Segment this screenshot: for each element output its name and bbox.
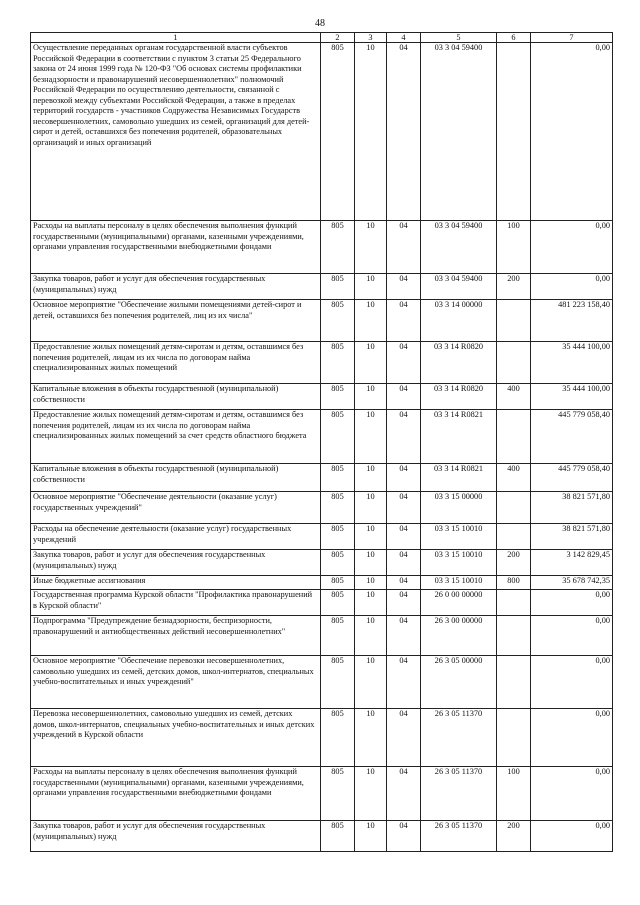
- row-name-cell: Закупка товаров, работ и услуг для обеспечения государственных (муниципальных) нужд: [31, 274, 321, 300]
- subsection-code-cell: 04: [387, 492, 421, 524]
- column-number: 1: [31, 33, 321, 43]
- section-code-cell: 10: [355, 590, 387, 616]
- amount-cell: 0,00: [531, 221, 613, 274]
- table-row: [31, 767, 613, 821]
- subsection-code-cell: 04: [387, 524, 421, 550]
- expense-type-cell: [497, 300, 531, 342]
- column-number: 6: [497, 33, 531, 43]
- target-article-cell: 03 3 04 59400: [421, 274, 497, 300]
- row-name-cell: Предоставление жилых помещений детям-сиротам и детям, оставшимся без попечения родителей, лицам из их числа по договорам найма специализированных жилых помещений за счет средств областного бюджета: [31, 410, 321, 464]
- amount-cell: 3 142 829,45: [531, 550, 613, 576]
- section-code-cell: 10: [355, 656, 387, 709]
- expense-type-cell: 100: [497, 767, 531, 821]
- expense-type-cell: 200: [497, 274, 531, 300]
- section-code-cell: 10: [355, 524, 387, 550]
- target-article-cell: 03 3 15 00000: [421, 492, 497, 524]
- row-name-cell: Осуществление переданных органам государственной власти субъектов Российской Федерации в соответствии с пунктом 3 статьи 25 Федерального закона от 24 июня 1999 года № 120-ФЗ "Об основах системы профилактики безнадзорности и правонарушений несовершеннолетних" полномочий Российской Федерации по осуществлению деятельности, связанной с перевозкой между субъектами Российской Федерации, а также в пределах территорий государств - участников Содружества Независимых Государств несовершеннолетних, самовольно ушедших из семей, организаций для детей-сирот и детей, оставшихся без попечения родителей, образовательных организаций и иных организаций: [31, 43, 321, 221]
- amount-cell: 0,00: [531, 590, 613, 616]
- target-article-cell: 03 3 14 00000: [421, 300, 497, 342]
- expense-type-cell: 800: [497, 576, 531, 590]
- column-number-row: [31, 33, 613, 43]
- row-name-cell: Предоставление жилых помещений детям-сиротам и детям, оставшимся без попечения родителей, лицам из их числа по договорам найма специализированных жилых помещений: [31, 342, 321, 384]
- budget-table: [30, 32, 613, 852]
- section-code-cell: 10: [355, 767, 387, 821]
- amount-cell: 0,00: [531, 43, 613, 221]
- row-name-cell: Основное мероприятие "Обеспечение деятельности (оказание услуг) государственных учреждений": [31, 492, 321, 524]
- subsection-code-cell: 04: [387, 384, 421, 410]
- admin-code-cell: 805: [321, 616, 355, 656]
- expense-type-cell: [497, 656, 531, 709]
- row-name-cell: Расходы на обеспечение деятельности (оказание услуг) государственных учреждений: [31, 524, 321, 550]
- section-code-cell: 10: [355, 300, 387, 342]
- subsection-code-cell: 04: [387, 821, 421, 852]
- row-name-cell: Подпрограмма "Предупреждение безнадзорности, беспризорности, правонарушений и антиобщественных действий несовершеннолетних": [31, 616, 321, 656]
- table-row: [31, 524, 613, 550]
- expense-type-cell: 200: [497, 821, 531, 852]
- admin-code-cell: 805: [321, 492, 355, 524]
- section-code-cell: 10: [355, 492, 387, 524]
- subsection-code-cell: 04: [387, 43, 421, 221]
- column-number: 7: [531, 33, 613, 43]
- subsection-code-cell: 04: [387, 550, 421, 576]
- admin-code-cell: 805: [321, 342, 355, 384]
- subsection-code-cell: 04: [387, 656, 421, 709]
- table-row: [31, 550, 613, 576]
- table-row: [31, 300, 613, 342]
- expense-type-cell: [497, 43, 531, 221]
- admin-code-cell: 805: [321, 221, 355, 274]
- amount-cell: 35 444 100,00: [531, 384, 613, 410]
- amount-cell: 0,00: [531, 767, 613, 821]
- expense-type-cell: [497, 410, 531, 464]
- section-code-cell: 10: [355, 221, 387, 274]
- target-article-cell: 03 3 04 59400: [421, 43, 497, 221]
- row-name-cell: Расходы на выплаты персоналу в целях обеспечения выполнения функций государственными (муниципальными) органами, казенными учреждениями, органами управления государственными внебюджетными фондами: [31, 767, 321, 821]
- expense-type-cell: 200: [497, 550, 531, 576]
- amount-cell: 0,00: [531, 709, 613, 767]
- table-row: [31, 410, 613, 464]
- amount-cell: 0,00: [531, 274, 613, 300]
- expense-type-cell: 400: [497, 384, 531, 410]
- row-name-cell: Основное мероприятие "Обеспечение жилыми помещениями детей-сирот и детей, оставшихся без попечения родителей, лиц из их числа": [31, 300, 321, 342]
- admin-code-cell: 805: [321, 821, 355, 852]
- section-code-cell: 10: [355, 410, 387, 464]
- row-name-cell: Перевозка несовершеннолетних, самовольно ушедших из семей, детских домов, школ-интернатов, специальных учебно-воспитательных и иных детских учреждений в Курской области: [31, 709, 321, 767]
- target-article-cell: 26 3 05 00000: [421, 656, 497, 709]
- admin-code-cell: 805: [321, 550, 355, 576]
- section-code-cell: 10: [355, 550, 387, 576]
- expense-type-cell: 400: [497, 464, 531, 492]
- subsection-code-cell: 04: [387, 767, 421, 821]
- target-article-cell: 03 3 15 10010: [421, 524, 497, 550]
- row-name-cell: Капитальные вложения в объекты государственной (муниципальной) собственности: [31, 384, 321, 410]
- target-article-cell: 26 3 05 11370: [421, 709, 497, 767]
- expense-type-cell: [497, 709, 531, 767]
- target-article-cell: 26 3 05 11370: [421, 821, 497, 852]
- amount-cell: 0,00: [531, 656, 613, 709]
- page-number: 48: [315, 18, 325, 29]
- expense-type-cell: [497, 492, 531, 524]
- subsection-code-cell: 04: [387, 590, 421, 616]
- subsection-code-cell: 04: [387, 464, 421, 492]
- expense-type-cell: [497, 342, 531, 384]
- admin-code-cell: 805: [321, 43, 355, 221]
- row-name-cell: Иные бюджетные ассигнования: [31, 576, 321, 590]
- amount-cell: 445 779 058,40: [531, 410, 613, 464]
- expense-type-cell: [497, 590, 531, 616]
- target-article-cell: 26 0 00 00000: [421, 590, 497, 616]
- subsection-code-cell: 04: [387, 274, 421, 300]
- table-row: [31, 384, 613, 410]
- target-article-cell: 03 3 14 R0821: [421, 464, 497, 492]
- table-row: [31, 464, 613, 492]
- table-row: [31, 576, 613, 590]
- target-article-cell: 03 3 14 R0820: [421, 384, 497, 410]
- amount-cell: 445 779 058,40: [531, 464, 613, 492]
- table-row: [31, 492, 613, 524]
- target-article-cell: 03 3 15 10010: [421, 576, 497, 590]
- amount-cell: 38 821 571,80: [531, 524, 613, 550]
- table-row: [31, 274, 613, 300]
- row-name-cell: Государственная программа Курской области "Профилактика правонарушений в Курской области": [31, 590, 321, 616]
- admin-code-cell: 805: [321, 767, 355, 821]
- admin-code-cell: 805: [321, 464, 355, 492]
- admin-code-cell: 805: [321, 410, 355, 464]
- section-code-cell: 10: [355, 43, 387, 221]
- admin-code-cell: 805: [321, 384, 355, 410]
- table-row: [31, 590, 613, 616]
- section-code-cell: 10: [355, 576, 387, 590]
- section-code-cell: 10: [355, 384, 387, 410]
- target-article-cell: 26 3 05 11370: [421, 767, 497, 821]
- admin-code-cell: 805: [321, 576, 355, 590]
- table-row: [31, 342, 613, 384]
- admin-code-cell: 805: [321, 300, 355, 342]
- expense-type-cell: [497, 616, 531, 656]
- section-code-cell: 10: [355, 274, 387, 300]
- target-article-cell: 03 3 14 R0820: [421, 342, 497, 384]
- subsection-code-cell: 04: [387, 616, 421, 656]
- subsection-code-cell: 04: [387, 410, 421, 464]
- admin-code-cell: 805: [321, 590, 355, 616]
- subsection-code-cell: 04: [387, 576, 421, 590]
- column-number: 3: [355, 33, 387, 43]
- section-code-cell: 10: [355, 821, 387, 852]
- subsection-code-cell: 04: [387, 300, 421, 342]
- admin-code-cell: 805: [321, 656, 355, 709]
- expense-type-cell: 100: [497, 221, 531, 274]
- row-name-cell: Закупка товаров, работ и услуг для обеспечения государственных (муниципальных) нужд: [31, 550, 321, 576]
- table-row: [31, 709, 613, 767]
- table-row: [31, 43, 613, 221]
- amount-cell: 0,00: [531, 821, 613, 852]
- row-name-cell: Расходы на выплаты персоналу в целях обеспечения выполнения функций государственными (муниципальными) органами, казенными учреждениями, органами управления государственными внебюджетными фондами: [31, 221, 321, 274]
- amount-cell: 35 444 100,00: [531, 342, 613, 384]
- column-number: 4: [387, 33, 421, 43]
- target-article-cell: 03 3 14 R0821: [421, 410, 497, 464]
- row-name-cell: Закупка товаров, работ и услуг для обеспечения государственных (муниципальных) нужд: [31, 821, 321, 852]
- subsection-code-cell: 04: [387, 709, 421, 767]
- section-code-cell: 10: [355, 709, 387, 767]
- table-row: [31, 821, 613, 852]
- admin-code-cell: 805: [321, 709, 355, 767]
- row-name-cell: Капитальные вложения в объекты государственной (муниципальной) собственности: [31, 464, 321, 492]
- target-article-cell: 03 3 04 59400: [421, 221, 497, 274]
- target-article-cell: 03 3 15 10010: [421, 550, 497, 576]
- table-row: [31, 221, 613, 274]
- section-code-cell: 10: [355, 342, 387, 384]
- admin-code-cell: 805: [321, 274, 355, 300]
- column-number: 5: [421, 33, 497, 43]
- section-code-cell: 10: [355, 464, 387, 492]
- table-row: [31, 616, 613, 656]
- row-name-cell: Основное мероприятие "Обеспечение перевозки несовершеннолетних, самовольно ушедших из семей, детских домов, школ-интернатов, специальных учебно-воспитательных и иных учреждений": [31, 656, 321, 709]
- amount-cell: 0,00: [531, 616, 613, 656]
- section-code-cell: 10: [355, 616, 387, 656]
- amount-cell: 38 821 571,80: [531, 492, 613, 524]
- table-row: [31, 656, 613, 709]
- subsection-code-cell: 04: [387, 221, 421, 274]
- amount-cell: 35 678 742,35: [531, 576, 613, 590]
- admin-code-cell: 805: [321, 524, 355, 550]
- target-article-cell: 26 3 00 00000: [421, 616, 497, 656]
- subsection-code-cell: 04: [387, 342, 421, 384]
- amount-cell: 481 223 158,40: [531, 300, 613, 342]
- expense-type-cell: [497, 524, 531, 550]
- column-number: 2: [321, 33, 355, 43]
